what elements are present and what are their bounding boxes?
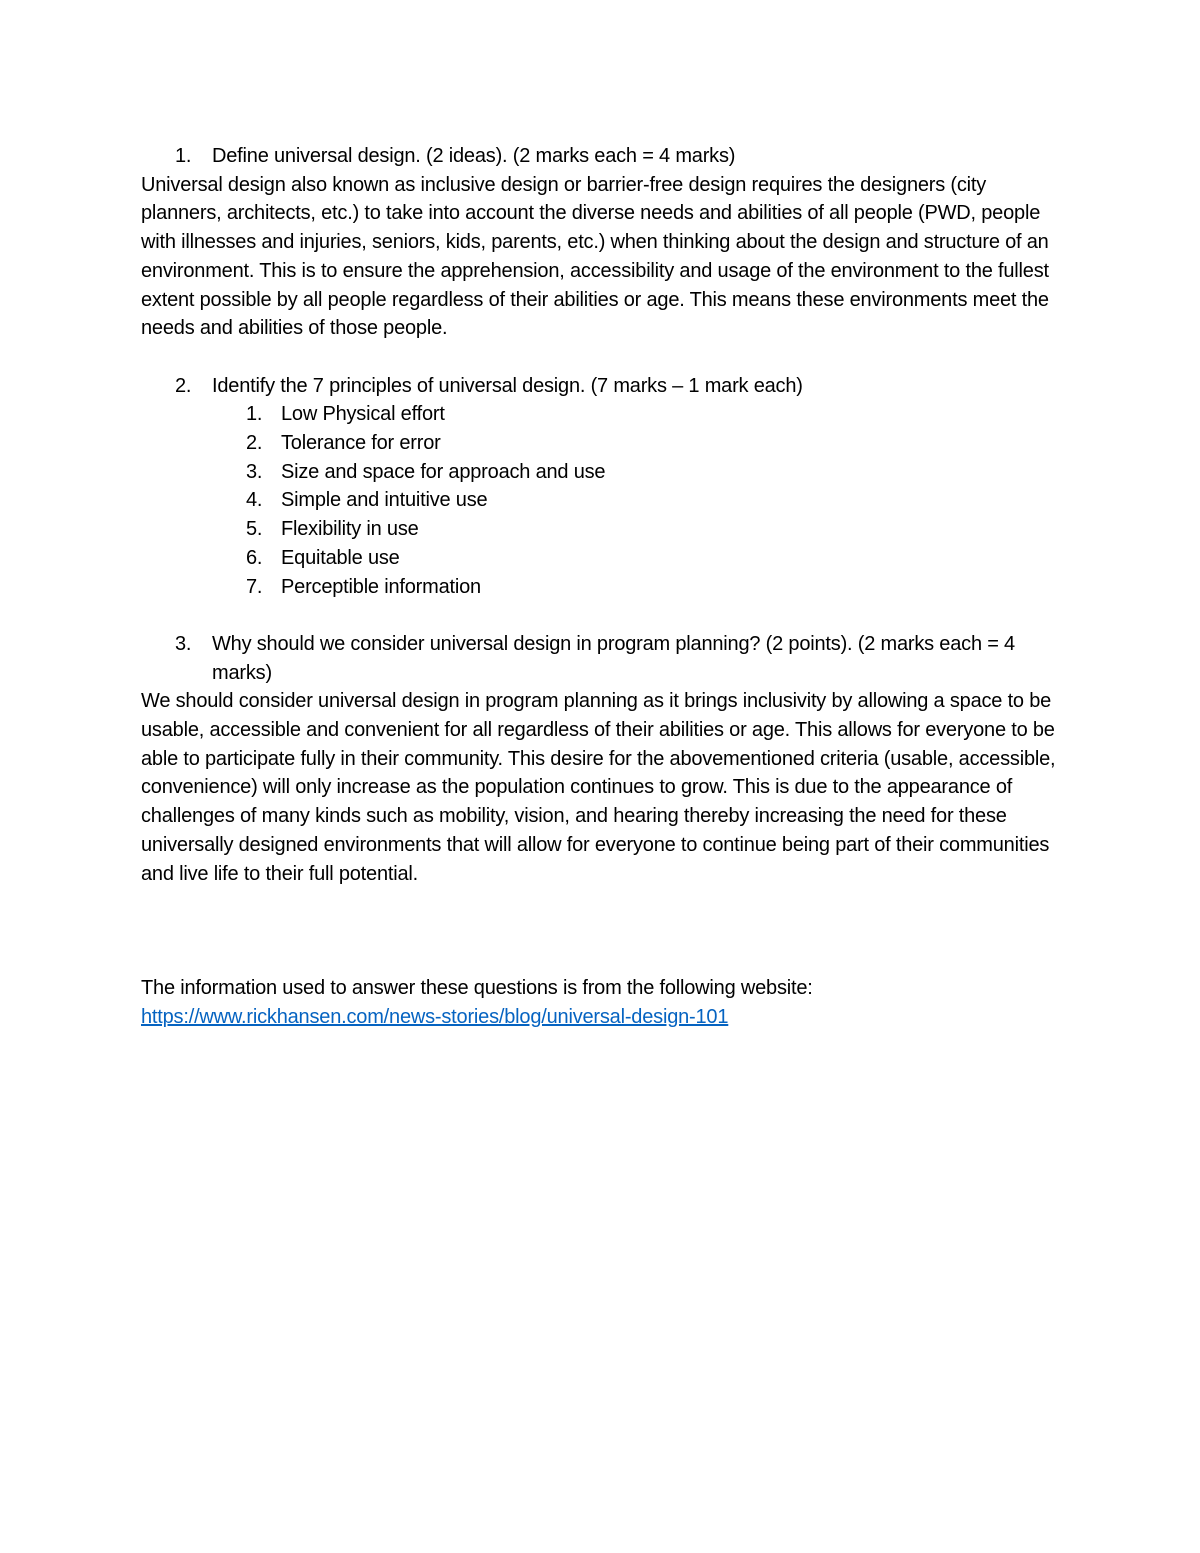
list-item-text: Size and space for approach and use [281,460,606,483]
question-3-number: 3. [175,632,192,655]
question-1-number: 1. [175,145,192,167]
list-item-text: Tolerance for error [281,432,441,455]
question-3 [141,630,1061,687]
spacer [141,343,1061,372]
question-2 [141,372,1061,401]
list-item-text: Flexibility in use [281,518,419,541]
question-1 [141,142,1061,171]
answer-1: Universal design also known as inclusive design or barrier-free design requires the designers (city planners, architects, etc.) to take into account the diverse needs and abilities of all people (PWD, people with illnesses and injuries, seniors, kids, parents, etc.) when thinking about the design and structure of an environment. This is to ensure the apprehension, accessibility and usage of the environment to the fullest extent possible by all people regardless of their abilities or age. This means these environments meet the needs and abilities of those people. [141,173,1049,340]
list-item [141,544,1061,573]
question-2-number: 2. [175,374,192,397]
list-item-number: 1. [246,403,263,426]
list-item-text: Low Physical effort [281,403,445,426]
spacer [141,601,1061,630]
list-item-number: 5. [246,518,263,541]
list-item [141,486,1061,515]
list-item [141,458,1061,487]
source-intro: The information used to answer these questions is from the following website: [141,977,813,1000]
list-item-text: Perceptible information [281,575,481,598]
list-item-number: 2. [246,432,263,455]
list-item [141,400,1061,429]
list-item-text: Simple and intuitive use [281,489,488,512]
list-item [141,429,1061,458]
list-item [141,515,1061,544]
list-item [141,573,1061,602]
document-content [141,142,1061,1032]
principles-list [141,400,1061,601]
question-2-text: Identify the 7 principles of universal design. (7 marks – 1 mark each) [212,374,803,397]
list-item-number: 7. [246,575,263,598]
source-link[interactable]: https://www.rickhansen.com/news-stories/blog/universal-design-101 [141,1005,729,1028]
list-item-number: 4. [246,489,263,512]
question-3-text: Why should we consider universal design in program planning? (2 points). (2 marks each = 4 marks) [212,632,1015,684]
list-item-number: 3. [246,460,263,483]
list-item-number: 6. [246,546,263,569]
question-1-text: Define universal design. (2 ideas). (2 marks each = 4 marks) [212,145,736,167]
list-item-text: Equitable use [281,546,400,569]
spacer [141,888,1061,974]
answer-3: We should consider universal design in program planning as it brings inclusivity by allowing a space to be usable, accessible and convenient for all regardless of their abilities or age. This allows for everyone to be able to participate fully in their community. This desire for the abovementioned criteria (usable, accessible, convenience) will only increase as the population continues to grow. This is due to the appearance of challenges of many kinds such as mobility, vision, and hearing thereby increasing the need for these universally designed environments that will allow for everyone to continue being part of their communities and live life to their full potential. [141,690,1056,885]
